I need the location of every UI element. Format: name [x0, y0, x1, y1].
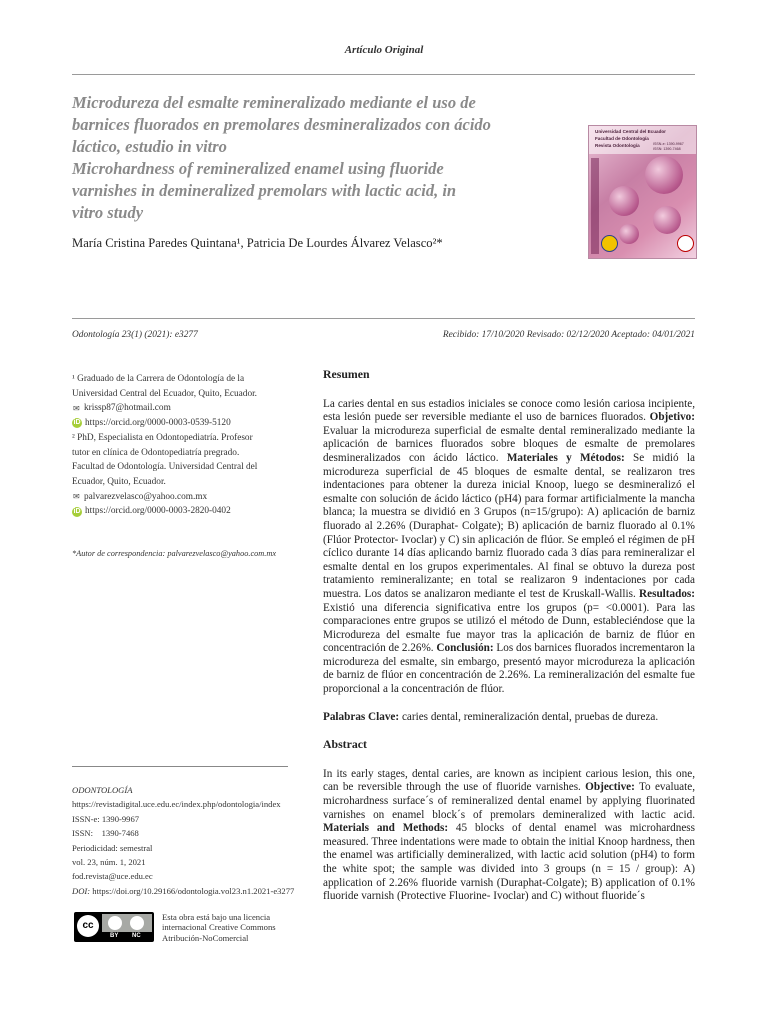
faculty-seal-icon — [677, 235, 694, 252]
author1-orcid-link[interactable]: https://orcid.org/0000-0003-0539-5120 — [85, 418, 231, 429]
journal-info — [72, 783, 312, 898]
journal-cover-image — [588, 125, 697, 259]
author2-orcid-link[interactable]: https://orcid.org/0000-0003-2820-0402 — [85, 506, 231, 517]
journal-url[interactable]: https://revistadigital.uce.edu.ec/index.php/odontologia/index — [72, 799, 281, 810]
titles-block — [72, 92, 542, 224]
resumen-body: La caries dental en sus estadios iniciales se conoce como lesión cariosa incipiente, esta lesión puede ser reversible mediante el uso de barnices fluorados. Objetivo: Evaluar la microdureza superficial de esmalte dental remineralizado mediante la aplicación de barnices fluorados sobre bloques de esmalte de premolares desmineralizados con ácido láctico. Materiales y Métodos: Se midió la microdureza superficial de 45 bloques de esmalte dental, se realizaron tres indentaciones para obtener la dureza inicial Knoop, luego se desmineralizó el esmalte con solución de ácido láctico (pH4) para formar artificialmente la mancha blanca; la muestra se dividió en 3 Grupos (n=15/grupo): A) aplicación de barniz fluorado al 2.26% (Duraphat- Colgate); B) aplicación de barniz fluorado al 0.1% (Flúor Protector- Ivoclar) y C) sin aplicación de flúor. Se empleó el régimen de pH cíclico durante 14 días aplicando barniz fluorado cada 3 días para remineralizar el esmalte dental en los grupos experimentales. Al final se obtuvo la dureza post tratamiento remineralizante; en total se realizaron 9 indentaciones por cada muestra. Los datos se analizaron mediante el test de Kruskall-Wallis. Resultados: Existió una diferencia significativa entre los grupos (p= <0.0001). Para las comparaciones entre grupos se utilizó el método de Dunn, estableciéndose que la Microdureza del esmalte fue mayor tras la aplicación de barniz de flúor en concentración de 2.26%. Conclusión: Los dos barnices fluorados incrementaron la microdureza del esmalte, sin embargo, presentó mayor microdureza la aplicación de barniz de flúor en concentración de 2.26%. La remineralización del esmalte fue proporcional a la concentración de flúor. — [323, 397, 695, 696]
journal-periodicity: Periodicidad: semestral — [72, 842, 153, 853]
dates: Recibido: 17/10/2020 Revisado: 02/12/2020 Aceptado: 04/01/2021 — [442, 330, 695, 340]
cc-license-badge[interactable]: cc BY NC — [74, 912, 154, 942]
spanish-title-line-3: láctico, estudio in vitro — [72, 137, 227, 156]
journal-issn: ISSN: 1390-7468 — [72, 828, 139, 839]
keywords: Palabras Clave: caries dental, remineralización dental, pruebas de dureza. — [323, 710, 659, 723]
cover-issn: ISSN: 1390-7468 — [653, 147, 681, 151]
journal-doi: DOI: https://doi.org/10.29166/odontologia.vol23.n1.2021-e3277 — [72, 885, 295, 896]
journal-volume: vol. 23, núm. 1, 2021 — [72, 857, 146, 868]
doi-link[interactable]: https://doi.org/10.29166/odontologia.vol23.n1.2021-e3277 — [92, 885, 295, 896]
journal-issn-e: ISSN-e: 1390-9967 — [72, 813, 140, 824]
english-title-line-2: varnishes in demineralized premolars with lactic acid, in — [72, 181, 457, 200]
cc-icon: cc — [77, 915, 99, 937]
spanish-title-line-2: barnices fluorados en premolares desmineralizados con ácido — [72, 115, 491, 134]
attribution-icon — [108, 916, 122, 930]
noncommercial-icon — [130, 916, 144, 930]
top-rule — [72, 74, 695, 75]
left-rule — [72, 766, 288, 767]
cover-university: Universidad Central del Ecuador — [595, 129, 666, 134]
resumen-heading: Resumen — [323, 367, 370, 381]
affiliations: ¹ Graduado de la Carrera de Odontología de la Universidad Central del Ecuador, Quito, Ecuador. ✉ krissp87@hotmail.com iD https://orcid.org/0000-0003-0539-5120 ² PhD, Especialista en Odontopediatría. Profesor tutor en clínica de Odontopediatría pregrado. Facultad de Odontología. Universidad Central del Ecuador, Quito, Ecuador. ✉ palvarezvelasco@yahoo.com.mx iD https://orcid.org/0000-0003-2820-0402 — [72, 372, 292, 519]
cover-journal: Revista Odontología — [595, 143, 640, 148]
cover-issn-e: ISSN-e: 1390-9967 — [653, 142, 684, 146]
abstract-heading: Abstract — [323, 737, 367, 752]
journal-email[interactable]: fod.revista@uce.edu.ec — [72, 871, 153, 882]
mid-rule — [72, 318, 695, 319]
cover-faculty: Facultad de Odontología — [595, 136, 649, 141]
abstract-body: In its early stages, dental caries, are known as incipient carious lesion, this one, can be reversible through the use of fluoride varnishes. Objective: To evaluate, microhardness surface´s of remineralized dental enamel by applying fluorinated varnishes on enamel block´s of premolars demineralized with lactic acid. Materials and Methods: 45 blocks of dental enamel was microhardness measured. Three indentations were made to obtain the initial Knoop hardness, then the enamel was artificially demineralized, with lactic acid solution (pH4) to form the white spot; the sample was divided into 3 groups (n = 15 / group): A) application of 2.26% fluoride varnish (Duraphat-Colgate); B) application of 0.1% fluoride varnish (Protective Fluorine- Ivoclar) and C) without fluoride´s — [323, 767, 696, 903]
authors: María Cristina Paredes Quintana¹, Patricia De Lourdes Álvarez Velasco²* — [72, 236, 443, 250]
license-text: Esta obra está bajo una licencia internacional Creative Commons Atribución-NoComercial — [162, 912, 276, 943]
correspondence-note: *Autor de correspondencia: palvarezvelasco@yahoo.com.mx — [72, 549, 277, 558]
article-type-label: Artículo Original — [344, 44, 424, 56]
university-seal-icon — [601, 235, 618, 252]
email-icon: ✉ — [73, 403, 80, 413]
main-column — [323, 368, 695, 904]
author2-email[interactable]: palvarezvelasco@yahoo.com.mx — [84, 491, 208, 502]
spanish-title-line-1: Microdureza del esmalte remineralizado mediante el uso de — [72, 93, 476, 112]
author1-email[interactable]: krissp87@hotmail.com — [84, 403, 171, 414]
english-title-line-1: Microhardness of remineralized enamel using fluoride — [72, 159, 444, 178]
orcid-icon: iD — [73, 419, 81, 427]
orcid-icon: iD — [73, 507, 81, 515]
journal-name: ODONTOLOGÍA — [72, 785, 133, 795]
citation: Odontología 23(1) (2021): e3277 — [72, 330, 198, 340]
english-title-line-3: vitro study — [72, 203, 144, 222]
email-icon: ✉ — [73, 491, 80, 501]
